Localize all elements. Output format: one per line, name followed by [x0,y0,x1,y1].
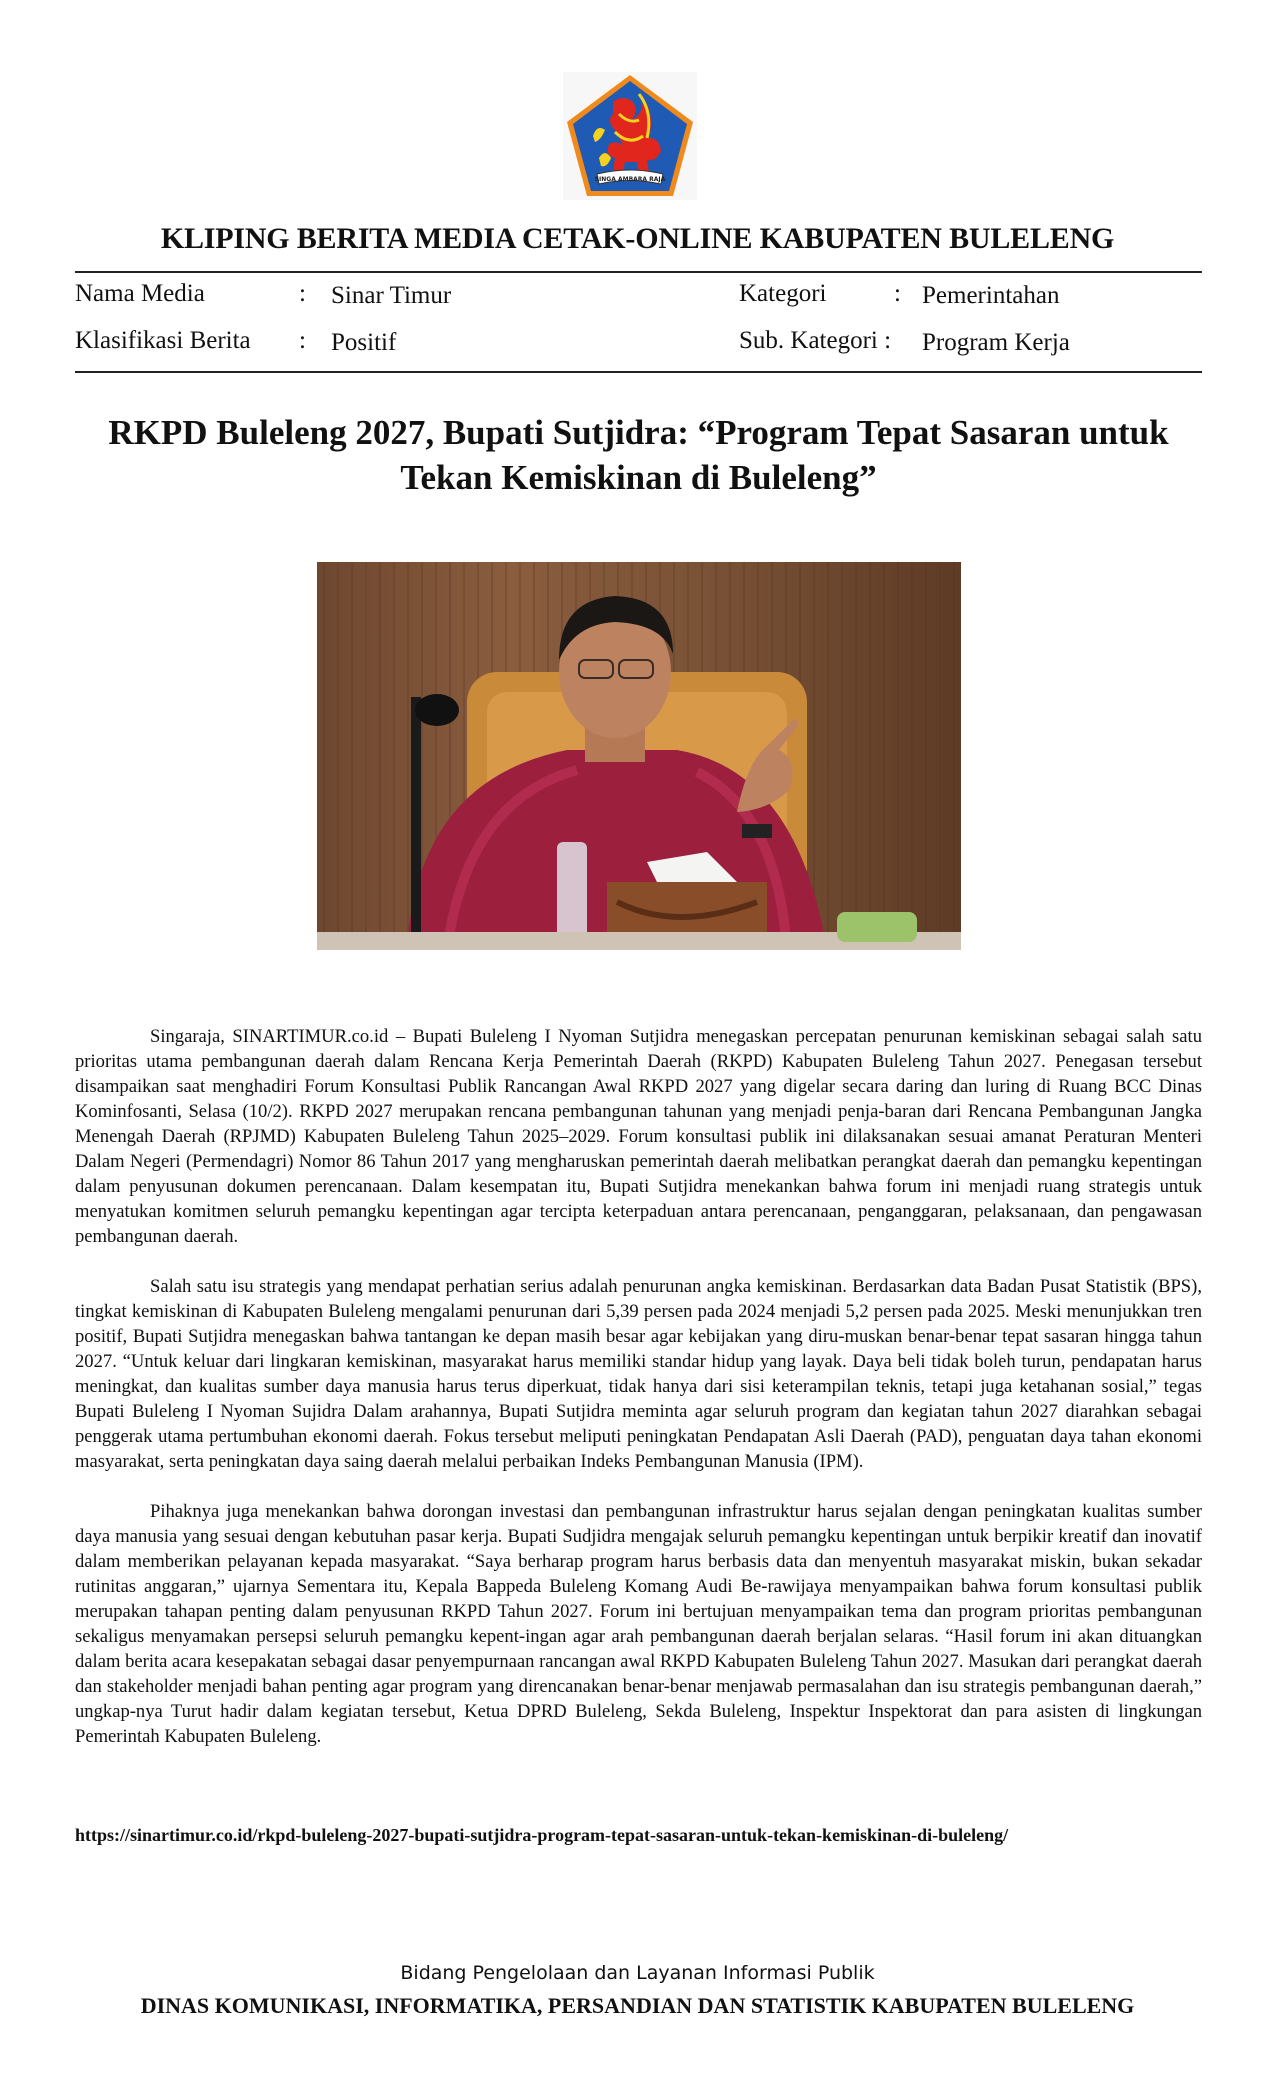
svg-text:SINGA AMBARA RAJA: SINGA AMBARA RAJA [594,176,666,183]
colon: : [299,327,306,354]
sub-kategori-value: Program Kerja [922,329,1070,356]
article-paragraph: Salah satu isu strategis yang mendapat perhatian serius adalah penurunan angka kemiskinan. Berdasarkan data Badan Pusat Statistik (BPS), tingkat kemiskinan di Kabupaten Buleleng mengalami penurunan dari 5,39 persen pada 2024 menjadi 5,2 persen pada 2025. Meski menunjukkan tren positif, Bupati Sutjidra menegaskan bahwa tantangan ke depan masih besar agar kebijakan yang diru-muskan benar-benar tepat sasaran hingga tahun 2027. “Untuk keluar dari lingkaran kemiskinan, masyarakat harus memiliki standar hidup yang layak. Daya beli tidak boleh turun, pendapatan harus meningkat, dan kualitas sumber daya manusia harus terus diperkuat, tidak hanya dari sisi keterampilan teknis, tetapi juga ketahanan sosial,” tegas Bupati Buleleng I Nyoman Sujidra Dalam arahannya, Bupati Sutjidra meminta agar seluruh program dan kegiatan tahun 2027 diarahkan sebagai penggerak utama pertumbuhan ekonomi daerah. Fokus tersebut meliputi peningkatan Pendapatan Asli Daerah (PAD), penguatan daya tahan ekonomi masyarakat, serta peningkatan daya saing daerah melalui perbaikan Indeks Pembangunan Manusia (IPM). [75,1276,1202,1472]
article-photo [317,562,961,950]
nama-media-value: Sinar Timur [331,282,452,309]
article-body [75,1024,1202,1774]
buleleng-regency-logo [563,72,697,200]
colon: : [894,280,901,307]
divider-top [75,271,1202,273]
kategori-label: Kategori [739,280,827,307]
article-headline [75,410,1202,500]
headline-line-2: Tekan Kemiskinan di Buleleng” [400,458,877,497]
divider-bottom [75,371,1202,373]
article-paragraph: Pihaknya juga menekankan bahwa dorongan investasi dan pembangunan infrastruktur harus sejalan dengan peningkatan kualitas sumber daya manusia yang sesuai dengan kebutuhan pasar kerja. Bupati Sudjidra mengajak seluruh pemangku kepentingan untuk berpikir kreatif dan inovatif dalam memberikan pelayanan kepada masyarakat. “Saya berharap program harus berbasis data dan menyentuh masyarakat miskin, bukan sekadar rutinitas anggaran,” ujarnya Sementara itu, Kepala Bappeda Buleleng Komang Audi Be-rawijaya menyampaikan bahwa forum konsultasi publik merupakan tahapan penting dalam penyusunan RKPD Tahun 2027. Forum ini bertujuan menyampaikan tema dan program prioritas pembangunan sekaligus menyamakan persepsi seluruh pemangku kepent-ingan agar arah pembangunan daerah berjalan selaras. “Hasil forum ini akan dituangkan dalam berita acara kesepakatan sebagai dasar penyempurnaan rancangan awal RKPD Kabupaten Buleleng Tahun 2027. Masukan dari perangkat daerah dan stakeholder menjadi bahan penting agar program yang direncanakan benar-benar menjawab permasalahan dan isu strategis pembangunan daerah,” ungkap-nya Turut hadir dalam kegiatan tersebut, Ketua DPRD Buleleng, Sekda Buleleng, Inspektur Inspektorat dan para asisten di lingkungan Pemerintah Kabupaten Buleleng. [75,1501,1202,1747]
footer-office: DINAS KOMUNIKASI, INFORMATIKA, PERSANDIAN DAN STATISTIK KABUPATEN BULELENG [140,1993,1135,2018]
colon: : [299,280,306,307]
sub-kategori-label: Sub. Kategori : [739,327,892,354]
kategori-value: Pemerintahan [922,282,1060,309]
article-paragraph: Singaraja, SINARTIMUR.co.id – Bupati Buleleng I Nyoman Sutjidra menegaskan percepatan penurunan kemiskinan sebagai salah satu prioritas utama pembangunan daerah dalam Rencana Kerja Pemerintah Daerah (RKPD) Kabupaten Buleleng Tahun 2027. Penegasan tersebut disampaikan saat menghadiri Forum Konsultasi Publik Rancangan Awal RKPD 2027 yang digelar secara daring dan luring di Ruang BCC Dinas Kominfosanti, Selasa (10/2). RKPD 2027 merupakan rencana pembangunan tahunan yang menjadi penja-baran dari Rencana Pembangunan Jangka Menengah Daerah (RPJMD) Kabupaten Buleleng Tahun 2025–2029. Forum konsultasi publik ini dilaksanakan sesuai amanat Peraturan Menteri Dalam Negeri (Permendagri) Nomor 86 Tahun 2017 yang mengharuskan pemerintah daerah melibatkan perangkat daerah dan pemangku kepentingan dalam penyusunan dokumen perencanaan. Dalam kesempatan itu, Bupati Sutjidra menekankan bahwa forum ini menjadi ruang strategis untuk menyatukan komitmen seluruh pemangku kepentingan agar tercipta keterpaduan antara perencanaan, penganggaran, pelaksanaan, dan pengawasan pembangunan daerah. [75,1026,1202,1247]
headline-line-1: RKPD Buleleng 2027, Bupati Sutjidra: “Program Tepat Sasaran untuk [108,413,1169,452]
klasifikasi-value: Positif [331,329,397,356]
document-title: KLIPING BERITA MEDIA CETAK-ONLINE KABUPATEN BULELENG [160,222,1115,255]
klasifikasi-label: Klasifikasi Berita [75,327,251,354]
footer-unit: Bidang Pengelolaan dan Layanan Informasi Publik [400,1962,875,1984]
source-link[interactable]: https://sinartimur.co.id/rkpd-buleleng-2027-bupati-sutjidra-program-tepat-sasaran-untuk-tekan-kemiskinan-di-buleleng/ [75,1825,1009,1845]
nama-media-label: Nama Media [75,280,205,307]
